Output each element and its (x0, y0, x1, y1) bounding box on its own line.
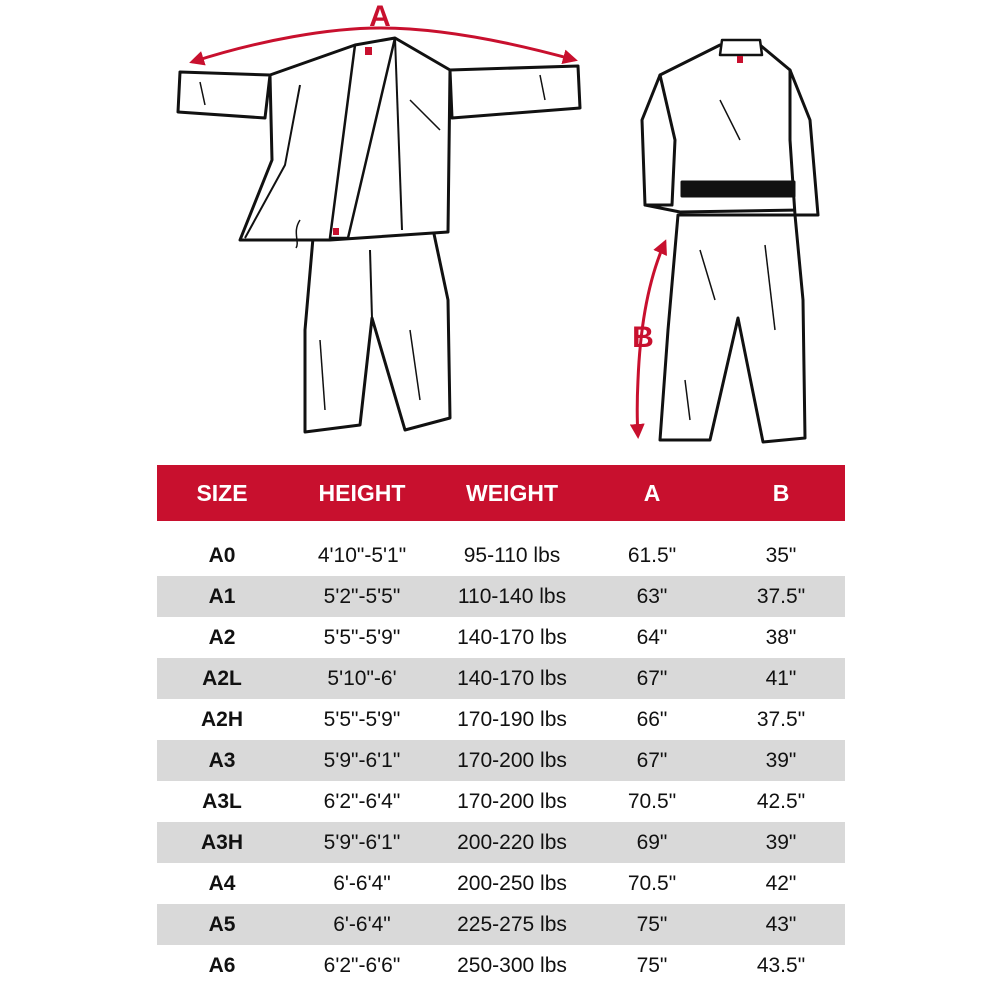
a-cell: 67" (636, 748, 668, 772)
height-cell: 4'10"-5'1" (317, 543, 407, 567)
weight-cell: 140-170 lbs (457, 625, 567, 649)
b-cell: 42.5" (756, 789, 806, 813)
weight-cell: 250-300 lbs (457, 953, 567, 977)
table-row (157, 535, 845, 576)
size-chart-table (157, 465, 845, 986)
table-row (157, 617, 845, 658)
header-b: B (772, 479, 790, 506)
header-size: SIZE (196, 479, 248, 506)
table-row (157, 658, 845, 699)
size-cell: A2H (200, 707, 243, 731)
back-gi-figure (642, 40, 818, 442)
height-cell: 5'2"-5'5" (323, 584, 401, 608)
weight-cell: 170-200 lbs (457, 789, 567, 813)
b-cell: 37.5" (756, 707, 806, 731)
weight-cell: 170-200 lbs (457, 748, 567, 772)
size-cell: A4 (208, 871, 236, 895)
height-cell: 5'9"-6'1" (323, 748, 401, 772)
size-cell: A0 (208, 543, 236, 567)
table-row (157, 863, 845, 904)
table-header (157, 465, 845, 521)
a-cell: 75" (636, 953, 668, 977)
weight-cell: 225-275 lbs (457, 912, 567, 936)
weight-cell: 200-220 lbs (457, 830, 567, 854)
b-cell: 39" (765, 748, 797, 772)
b-cell: 43.5" (756, 953, 806, 977)
b-cell: 37.5" (756, 584, 806, 608)
a-cell: 75" (636, 912, 668, 936)
height-cell: 6'-6'4" (333, 912, 391, 936)
a-cell: 69" (636, 830, 668, 854)
weight-cell: 140-170 lbs (457, 666, 567, 690)
a-cell: 70.5" (627, 789, 677, 813)
measurement-b-indicator (632, 242, 665, 436)
table-row (157, 699, 845, 740)
size-cell: A5 (208, 912, 236, 936)
height-cell: 5'5"-5'9" (323, 625, 401, 649)
b-cell: 39" (765, 830, 797, 854)
a-cell: 63" (636, 584, 668, 608)
header-weight: WEIGHT (466, 479, 558, 506)
height-cell: 5'9"-6'1" (323, 830, 401, 854)
b-cell: 38" (765, 625, 797, 649)
table-row (157, 781, 845, 822)
measurement-a-label: A (369, 0, 391, 33)
gi-measurement-illustration (0, 0, 1000, 460)
b-cell: 35" (765, 543, 797, 567)
size-cell: A3 (208, 748, 236, 772)
height-cell: 5'10"-6' (327, 666, 397, 690)
a-cell: 61.5" (627, 543, 677, 567)
table-row (157, 945, 845, 986)
a-cell: 67" (636, 666, 668, 690)
table-row (157, 904, 845, 945)
size-cell: A3H (200, 830, 243, 854)
a-cell: 66" (636, 707, 668, 731)
header-height: HEIGHT (318, 479, 406, 506)
front-gi-figure (178, 38, 580, 432)
height-cell: 6'-6'4" (333, 871, 391, 895)
size-cell: A6 (208, 953, 236, 977)
table-body (157, 535, 845, 986)
size-cell: A1 (208, 584, 236, 608)
table-row (157, 576, 845, 617)
measurement-b-label: B (632, 321, 654, 354)
b-cell: 43" (765, 912, 797, 936)
a-cell: 70.5" (627, 871, 677, 895)
height-cell: 5'5"-5'9" (323, 707, 401, 731)
height-cell: 6'2"-6'4" (323, 789, 401, 813)
table-row (157, 740, 845, 781)
size-cell: A2 (208, 625, 236, 649)
table-row (157, 822, 845, 863)
size-cell: A2L (202, 666, 242, 690)
b-cell: 42" (765, 871, 797, 895)
a-cell: 64" (636, 625, 668, 649)
header-a: A (643, 479, 661, 506)
weight-cell: 110-140 lbs (457, 584, 567, 608)
b-cell: 41" (765, 666, 797, 690)
weight-cell: 95-110 lbs (463, 543, 561, 567)
size-cell: A3L (202, 789, 242, 813)
height-cell: 6'2"-6'6" (323, 953, 401, 977)
weight-cell: 170-190 lbs (457, 707, 567, 731)
weight-cell: 200-250 lbs (457, 871, 567, 895)
